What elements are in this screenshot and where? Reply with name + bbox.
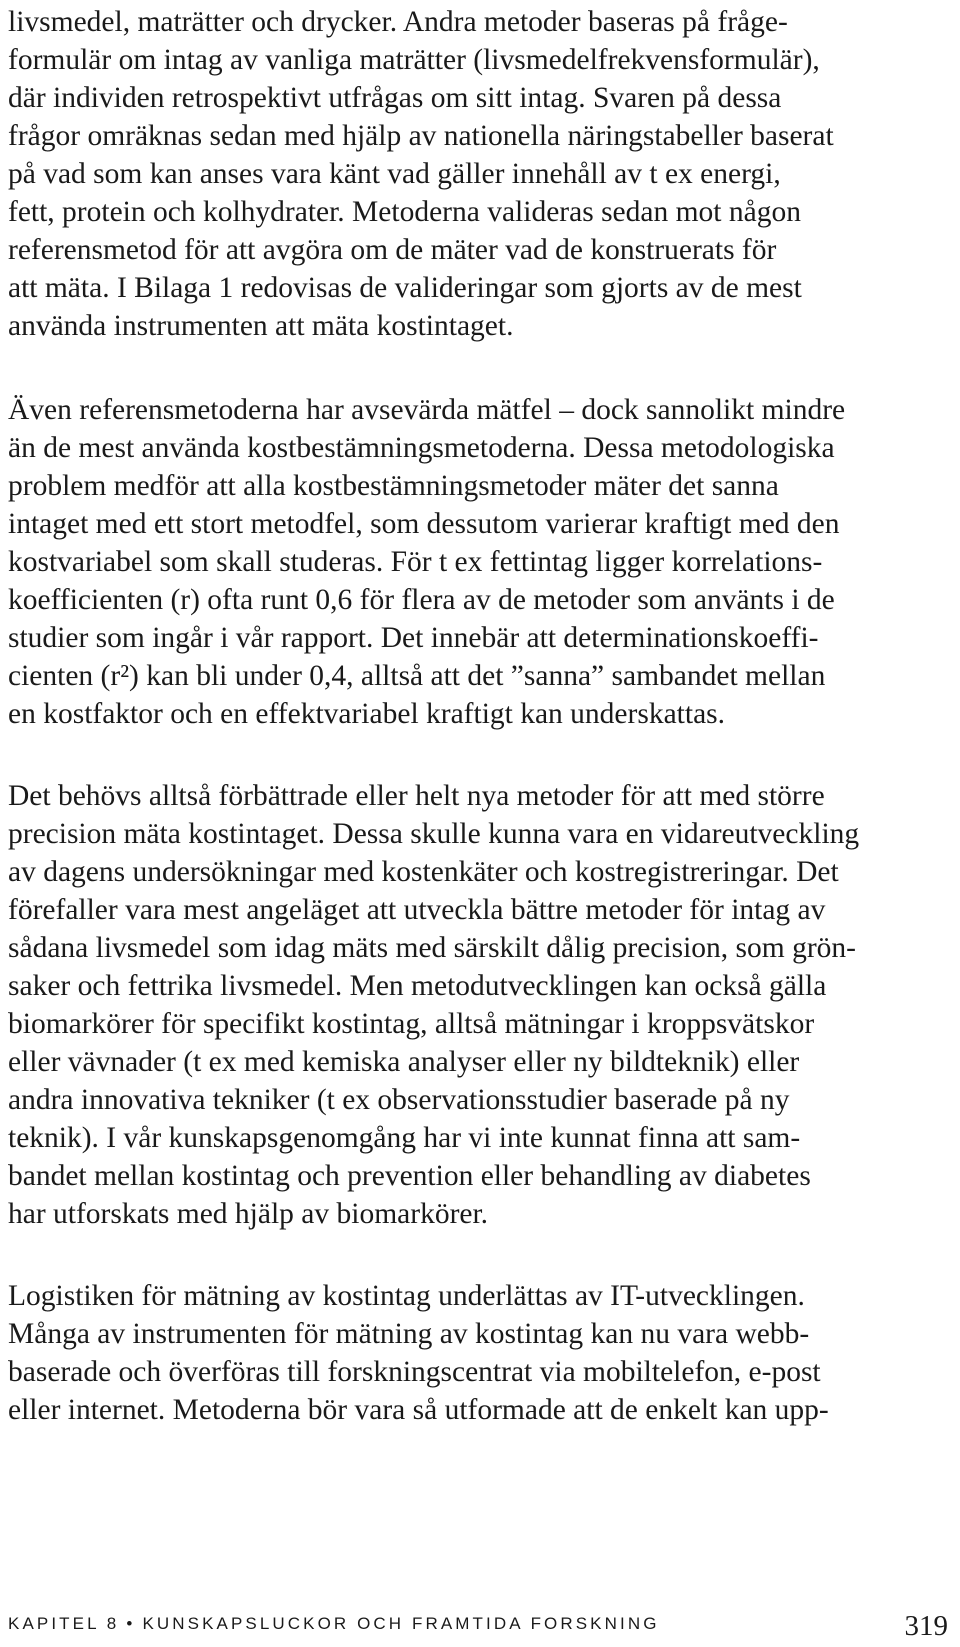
text-line: studier som ingår i vår rapport. Det innebär att determinationskoeffi- (8, 622, 819, 654)
text-line: där individen retrospektivt utfrågas om sitt intag. Svaren på dessa (8, 82, 782, 114)
text-line: Många av instrumenten för mätning av kostintag kan nu vara webb- (8, 1318, 810, 1350)
text-line: andra innovativa tekniker (t ex observationsstudier baserade på ny (8, 1084, 790, 1116)
text-line: baserade och överföras till forskningscentrat via mobiltelefon, e-post (8, 1356, 821, 1388)
text-line: att mäta. I Bilaga 1 redovisas de valideringar som gjorts av de mest (8, 272, 802, 304)
text-line: Det behövs alltså förbättrade eller helt nya metoder för att med större (8, 780, 825, 812)
chapter-label: KAPITEL 8 (8, 1614, 120, 1633)
text-line: frågor omräknas sedan med hjälp av nationella näringstabeller baserat (8, 120, 834, 152)
page-footer (8, 1608, 948, 1644)
text-line: en kostfaktor och en effektvariabel kraftigt kan underskattas. (8, 698, 726, 730)
text-line: av dagens undersökningar med kostenkäter och kostregistreringar. Det (8, 856, 839, 888)
text-line: använda instrumenten att mäta kostintaget. (8, 310, 514, 342)
text-line: sådana livsmedel som idag mäts med särskilt dålig precision, som grön- (8, 932, 856, 964)
text-line: referensmetod för att avgöra om de mäter vad de konstruerats för (8, 234, 777, 266)
text-line: precision mäta kostintaget. Dessa skulle kunna vara en vidareutveckling (8, 818, 860, 850)
separator-dot: • (126, 1614, 136, 1633)
text-line: har utforskats med hjälp av biomarkörer. (8, 1198, 489, 1230)
text-line: Även referensmetoderna har avsevärda mätfel – dock sannolikt mindre (8, 394, 846, 426)
text-line: problem medför att alla kostbestämningsmetoder mäter det sanna (8, 470, 779, 502)
running-footer (8, 1614, 660, 1634)
text-line: eller internet. Metoderna bör vara så utformade att de enkelt kan upp- (8, 1394, 829, 1426)
text-line: cienten (r²) kan bli under 0,4, alltså att det ”sanna” sambandet mellan (8, 660, 826, 692)
text-line: eller vävnader (t ex med kemiska analyser eller ny bildteknik) eller (8, 1046, 800, 1078)
text-line: livsmedel, maträtter och drycker. Andra metoder baseras på fråge- (8, 6, 788, 38)
text-line: intaget med ett stort metodfel, som dessutom varierar kraftigt med den (8, 508, 840, 540)
text-line: koefficienten (r) ofta runt 0,6 för flera av de metoder som använts i de (8, 584, 835, 616)
text-line: på vad som kan anses vara känt vad gäller innehåll av t ex energi, (8, 158, 781, 190)
text-line: teknik). I vår kunskapsgenomgång har vi inte kunnat finna att sam- (8, 1122, 801, 1154)
page-number: 319 (904, 1610, 948, 1642)
text-line: formulär om intag av vanliga maträtter (livsmedelfrekvensformulär), (8, 44, 820, 76)
text-line: förefaller vara mest angeläget att utveckla bättre metoder för intag av (8, 894, 826, 926)
text-line: Logistiken för mätning av kostintag underlättas av IT-utvecklingen. (8, 1280, 805, 1312)
text-line: fett, protein och kolhydrater. Metoderna valideras sedan mot någon (8, 196, 801, 228)
text-line: biomarkörer för specifikt kostintag, alltså mätningar i kroppsvätskor (8, 1008, 815, 1040)
text-line: än de mest använda kostbestämningsmetoderna. Dessa metodologiska (8, 432, 835, 464)
section-label: KUNSKAPSLUCKOR OCH FRAMTIDA FORSKNING (142, 1614, 660, 1633)
text-line: kostvariabel som skall studeras. För t ex fettintag ligger korrelations- (8, 546, 823, 578)
text-line: saker och fettrika livsmedel. Men metodutvecklingen kan också gälla (8, 970, 827, 1002)
text-line: bandet mellan kostintag och prevention eller behandling av diabetes (8, 1160, 811, 1192)
